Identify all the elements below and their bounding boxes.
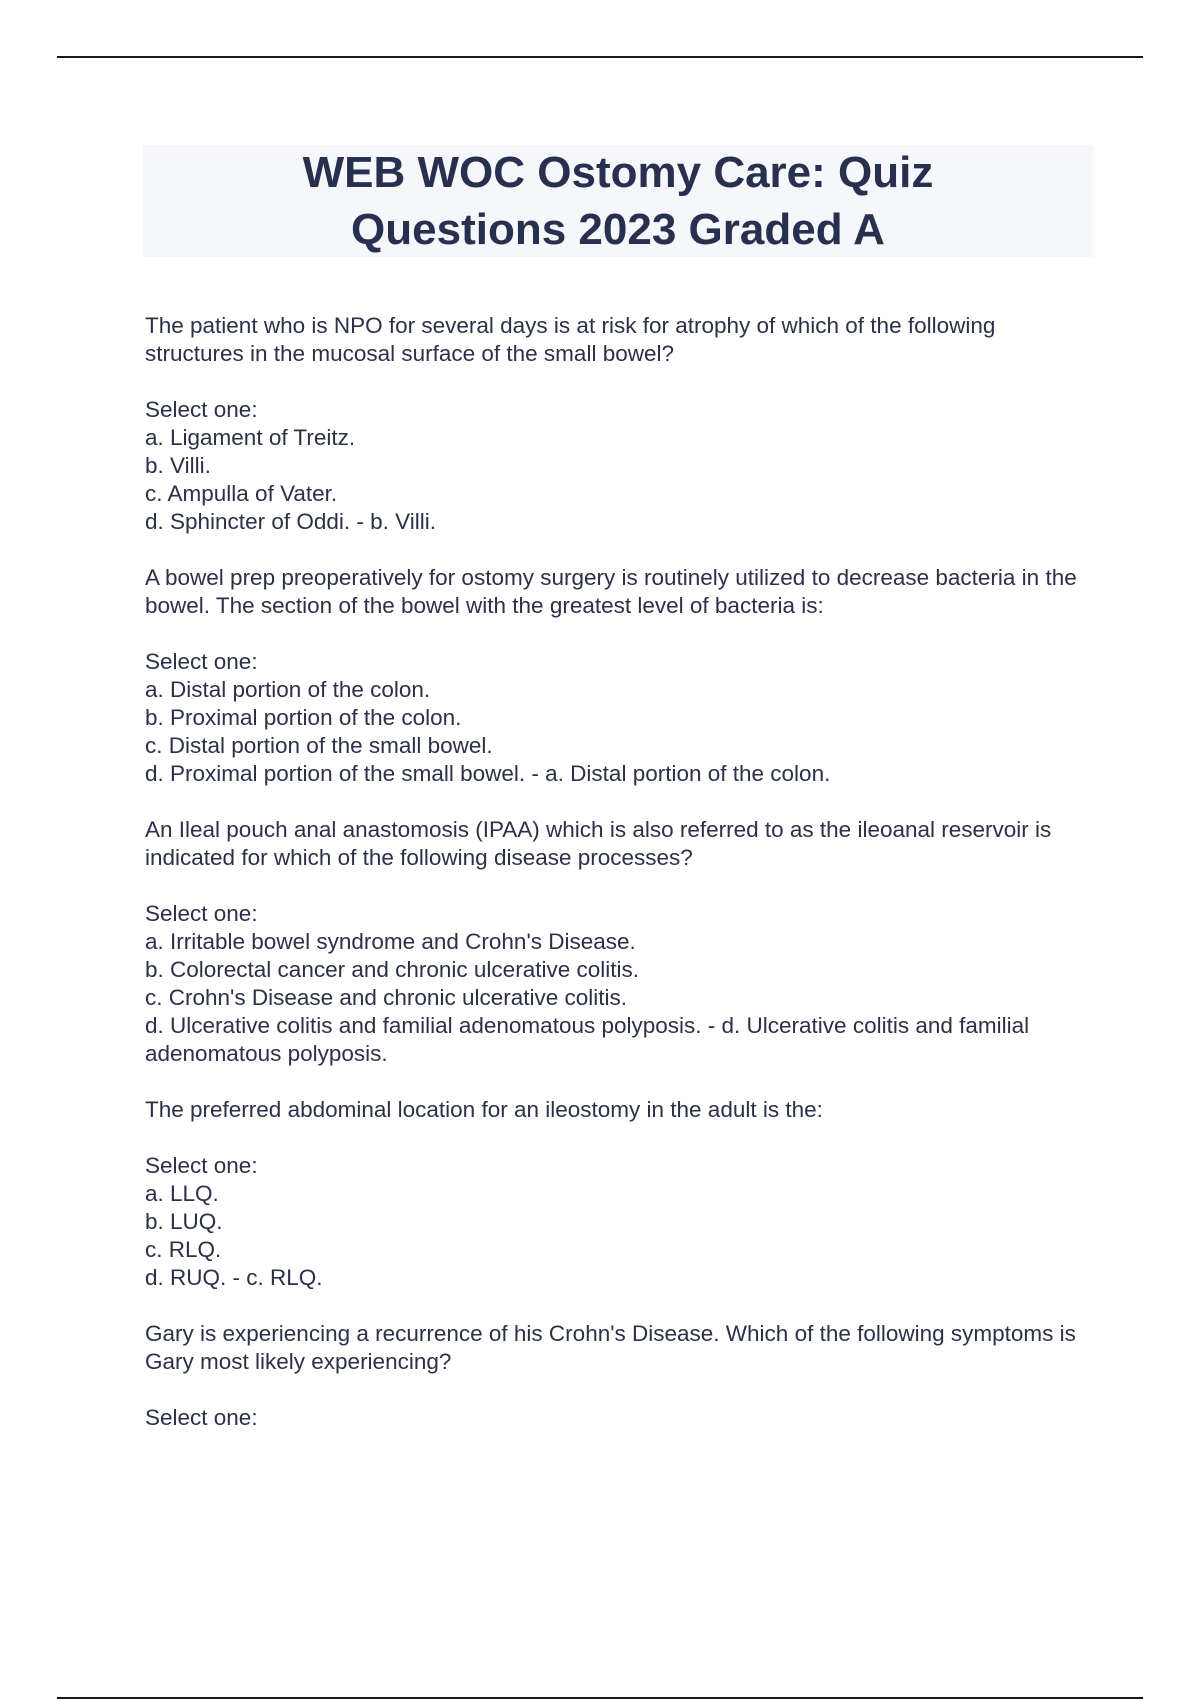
- footer-rule: [57, 1697, 1143, 1699]
- question-stem: A bowel prep preoperatively for ostomy surgery is routinely utilized to decrease bacteria in the bowel. The section of the bowel with the greatest level of bacteria is:: [145, 565, 1083, 618]
- answer-option: c. Distal portion of the small bowel.: [145, 733, 493, 758]
- title-line-2: Questions 2023 Graded A: [351, 205, 885, 254]
- question-5: [145, 1320, 1095, 1432]
- document-title: [303, 144, 934, 258]
- answer-option: d. Proximal portion of the small bowel. - a. Distal portion of the colon.: [145, 761, 831, 786]
- title-banner: [143, 145, 1093, 257]
- answer-option: c. RLQ.: [145, 1237, 222, 1262]
- answer-option: b. LUQ.: [145, 1209, 223, 1234]
- answer-option: c. Ampulla of Vater.: [145, 481, 338, 506]
- answer-option: a. Irritable bowel syndrome and Crohn's Disease.: [145, 929, 636, 954]
- question-1: [145, 312, 1095, 536]
- answer-option: a. LLQ.: [145, 1181, 219, 1206]
- answer-option: d. Sphincter of Oddi. - b. Villi.: [145, 509, 436, 534]
- select-prompt: Select one:: [145, 397, 258, 422]
- question-stem: The preferred abdominal location for an ileostomy in the adult is the:: [145, 1097, 823, 1122]
- question-stem: The patient who is NPO for several days is at risk for atrophy of which of the following structures in the mucosal surface of the small bowel?: [145, 313, 1002, 366]
- answer-option: a. Ligament of Treitz.: [145, 425, 356, 450]
- question-4: [145, 1096, 1095, 1292]
- select-prompt: Select one:: [145, 649, 258, 674]
- select-prompt: Select one:: [145, 1153, 258, 1178]
- question-stem: Gary is experiencing a recurrence of his Crohn's Disease. Which of the following symptoms is Gary most likely experiencing?: [145, 1321, 1083, 1374]
- question-stem: An Ileal pouch anal anastomosis (IPAA) which is also referred to as the ileoanal reservoir is indicated for which of the following disease processes?: [145, 817, 1058, 870]
- answer-option: d. Ulcerative colitis and familial adenomatous polyposis. - d. Ulcerative colitis and familial adenomatous polyposis.: [145, 1013, 1036, 1066]
- question-3: [145, 816, 1095, 1068]
- question-2: [145, 564, 1095, 788]
- select-prompt: Select one:: [145, 901, 258, 926]
- answer-option: b. Villi.: [145, 453, 211, 478]
- title-line-1: WEB WOC Ostomy Care: Quiz: [302, 148, 934, 197]
- header-rule: [57, 56, 1143, 58]
- answer-option: d. RUQ. - c. RLQ.: [145, 1265, 323, 1290]
- quiz-content: [145, 312, 1095, 1460]
- select-prompt: Select one:: [145, 1405, 258, 1430]
- answer-option: b. Colorectal cancer and chronic ulcerative colitis.: [145, 957, 639, 982]
- answer-option: a. Distal portion of the colon.: [145, 677, 431, 702]
- answer-option: c. Crohn's Disease and chronic ulcerative colitis.: [145, 985, 628, 1010]
- answer-option: b. Proximal portion of the colon.: [145, 705, 462, 730]
